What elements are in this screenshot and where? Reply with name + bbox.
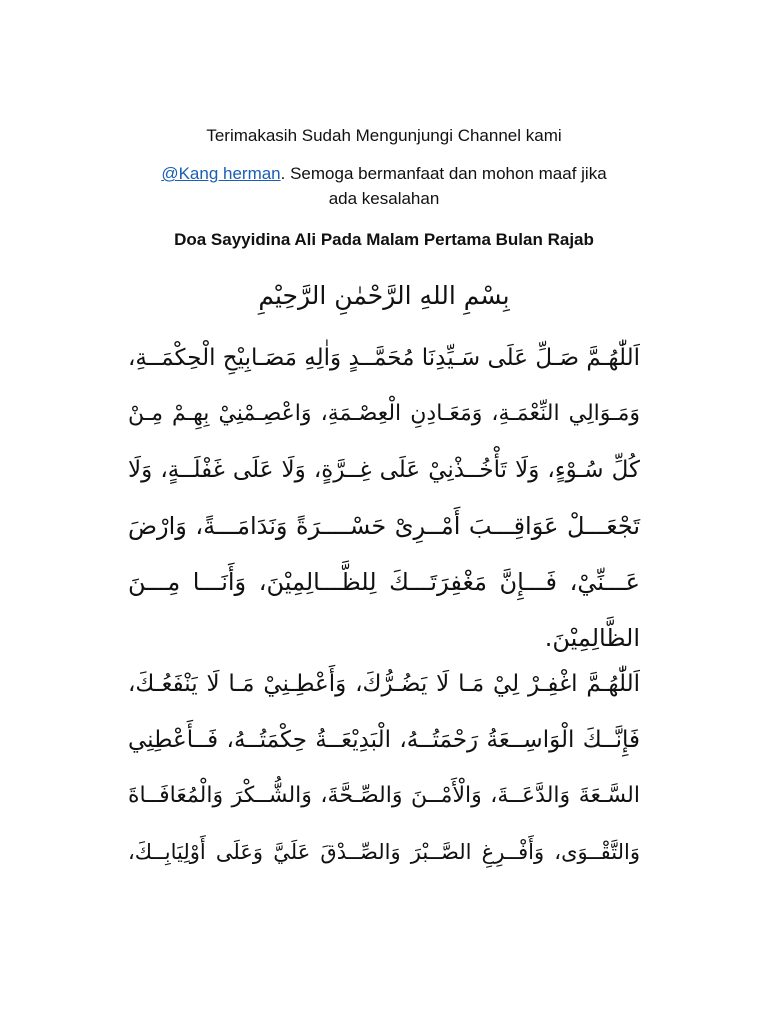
intro-line-2 bbox=[120, 162, 648, 186]
intro-line-1: Terimakasih Sudah Mengunjungi Channel kami bbox=[206, 126, 562, 145]
arabic-paragraph-1 bbox=[128, 330, 640, 666]
arabic-line: وَمَـوَالِي النِّعْمَـةِ، وَمَعَـادِنِ الْعِصْـمَةِ، وَاعْصِـمْنِيْ بِهِـمْ مِـنْ bbox=[128, 401, 640, 426]
prayer-title: Doa Sayyidina Ali Pada Malam Pertama Bulan Rajab bbox=[174, 230, 594, 249]
arabic-line: وَالتَّقْــوَى، وَأَفْــرِغِ الصَّــبْرَ وَالصِّــدْقَ عَلَيَّ وَعَلَى أَوْلِيَابِــكَ، bbox=[128, 840, 640, 864]
intro-line-3: ada kesalahan bbox=[328, 189, 440, 208]
basmala: بِسْمِ اللهِ الرَّحْمٰنِ الرَّحِيْمِ bbox=[258, 281, 510, 310]
intro-line-2-text: . Semoga bermanfaat dan mohon maaf jika bbox=[280, 164, 607, 183]
arabic-line: كُلِّ سُـوْءٍ، وَلَا تَأْخُــذْنِيْ عَلَى غِــرَّةٍ، وَلَا عَلَى غَفْلَــةٍ، وَلَا bbox=[128, 457, 640, 483]
arabic-line: السَّـعَةَ وَالدَّعَــةَ، وَالْأَمْــنَ وَالصِّـحَّةَ، وَالشُّــكْرَ وَالْمُعَافَــاةَ bbox=[128, 783, 640, 808]
arabic-paragraph-2 bbox=[128, 656, 640, 880]
arabic-line: تَجْعَـــلْ عَوَاقِـــبَ أَمْــرِىْ حَسْــــرَةً وَنَدَامَـــةً، وَارْضَ bbox=[128, 512, 640, 540]
arabic-line: الظَّالِمِيْنَ. bbox=[544, 624, 640, 652]
arabic-line: اَللّٰهُـمَّ اغْفِـرْ لِيْ مَـا لَا يَضُـرُّكَ، وَأَعْطِـنِيْ مَـا لَا يَنْفَعُـكَ، bbox=[128, 671, 640, 697]
arabic-line: اَللّٰهُـمَّ صَـلِّ عَلَى سَـيِّدِنَا مُحَمَّــدٍ وَاٰلِهِ مَصَـابِيْحِ الْحِكْمَــةِ، bbox=[128, 345, 640, 371]
arabic-line: عَـــنِّيْ، فَـــإِنَّ مَغْفِرَتَـــكَ لِلظَّـــالِمِيْنَ، وَأَنَـــا مِـــنَ bbox=[128, 568, 640, 596]
arabic-line: فَإِنَّــكَ الْوَاسِــعَةُ رَحْمَتُــهُ، الْبَدِيْعَــةُ حِكْمَتُــهُ، فَــأَعْطِنِي bbox=[128, 727, 640, 753]
channel-link[interactable]: @Kang herman bbox=[161, 164, 281, 183]
